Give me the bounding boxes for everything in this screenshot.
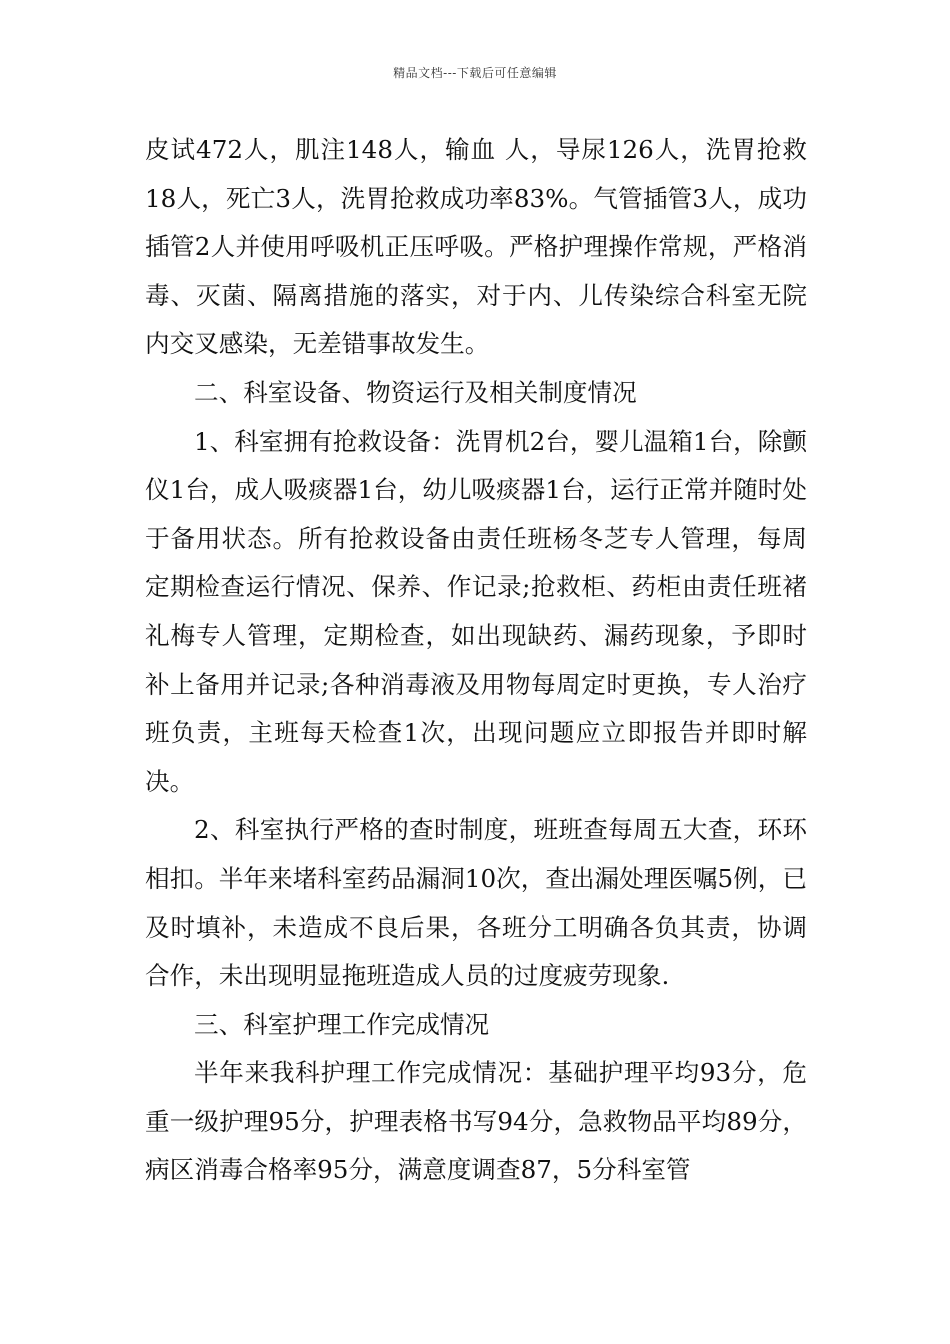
paragraph-nursing-scores: 半年来我科护理工作完成情况：基础护理平均93分，危重一级护理95分，护理表格书写94分，急救物品平均89分，病区消毒合格率95分，满意度调查87，5分科室管 — [145, 1058, 807, 1185]
section-heading-equipment: 二、科室设备、物资运行及相关制度情况 — [194, 377, 637, 407]
section-heading-nursing-work: 三、科室护理工作完成情况 — [194, 1009, 490, 1039]
document-body — [145, 126, 807, 1195]
page-header: 精品文档---下载后可任意编辑 — [393, 66, 557, 80]
paragraph-inspection-system: 2、科室执行严格的查时制度，班班查每周五大查，环环相扣。半年来堵科室药品漏洞10次，查出漏处理医嘱5例，已及时填补，未造成不良后果，各班分工明确各负其责，协调合作，未出现明显拖班造成人员的过度疲劳现象. — [145, 815, 807, 991]
paragraph-equipment: 1、科室拥有抢救设备：洗胃机2台，婴儿温箱1台，除颤仪1台，成人吸痰器1台，幼儿吸痰器1台，运行正常并随时处于备用状态。所有抢救设备由责任班杨冬芝专人管理，每周定期检查运行情况、保养、作记录;抢救柜、药柜由责任班褚礼梅专人管理，定期检查，如出现缺药、漏药现象，予即时补上备用并记录;各种消毒液及用物每周定时更换，专人治疗班负责，主班每天检查1次，出现问题应立即报告并即时解决。 — [145, 426, 807, 796]
paragraph-statistics: 皮试472人，肌注148人，输血 人，导尿126人，洗胃抢救18人，死亡3人，洗胃抢救成功率83%。气管插管3人，成功插管2人并使用呼吸机正压呼吸。严格护理操作常规，严格消毒、灭菌、隔离措施的落实，对于内、儿传染综合科室无院内交叉感染，无差错事故发生。 — [145, 135, 807, 359]
